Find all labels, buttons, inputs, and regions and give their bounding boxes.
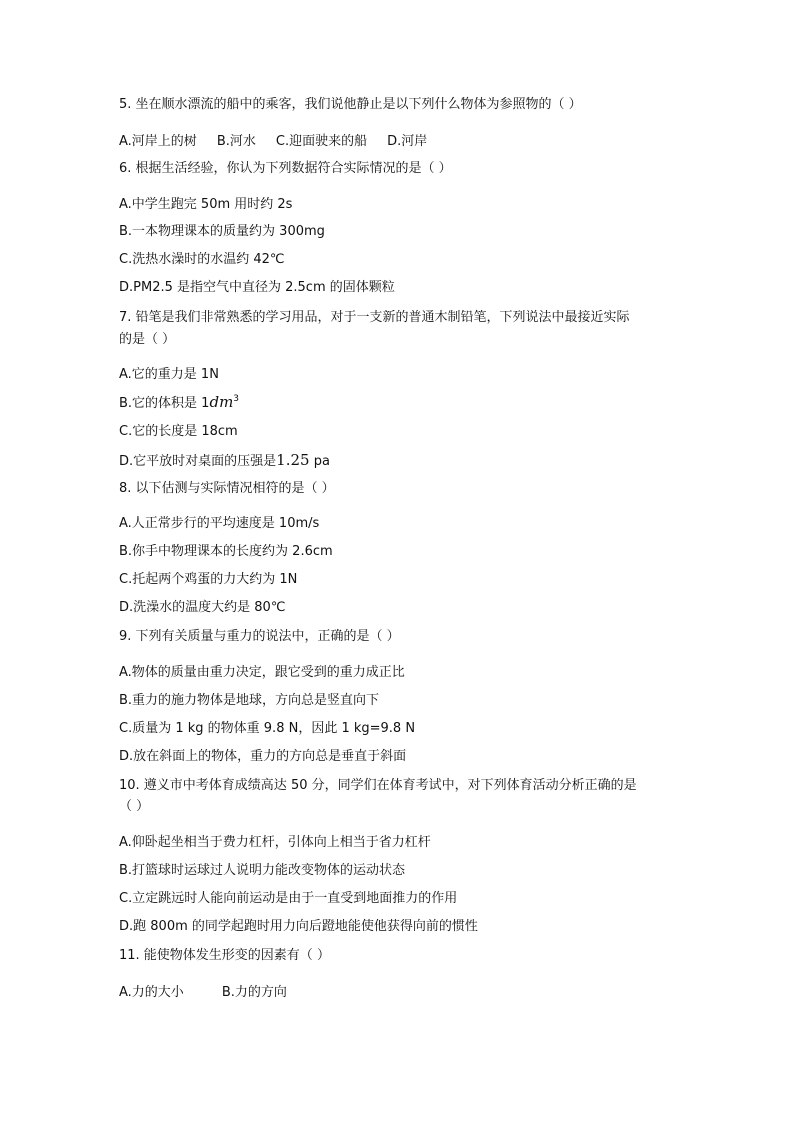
question-5-option-c: C.迎面驶来的船 — [275, 134, 368, 149]
question-11-stem: 11. 能使物体发生形变的因素有（ ） — [119, 948, 330, 963]
question-7-option-d-text: D.它平放时对桌面的压强是 — [119, 454, 277, 469]
question-7-option-b-exponent: 3 — [233, 394, 240, 404]
question-8-option-d: D.洗澡水的温度大约是 80℃ — [119, 600, 286, 615]
question-7-option-d-unit: pa — [309, 454, 330, 469]
question-9-option-a: A.物体的质量由重力决定，跟它受到的重力成正比 — [119, 665, 405, 680]
question-6-option-d: D.PM2.5 是指空气中直径为 2.5cm 的固体颗粒 — [119, 280, 395, 295]
question-5-option-a: A.河岸上的树 — [119, 134, 197, 149]
question-7-stem-line-2: 的是（ ） — [119, 332, 176, 347]
question-7-option-a: A.它的重力是 1N — [119, 367, 219, 382]
question-11-option-b: B.力的方向 — [221, 985, 287, 1000]
question-8-stem: 8. 以下估测与实际情况相符的是（ ） — [119, 481, 335, 496]
question-8-option-b: B.你手中物理课本的长度约为 2.6cm — [119, 544, 333, 559]
question-7-option-d-value: 1.25 — [276, 451, 310, 469]
question-5-option-d: D.河岸 — [387, 134, 428, 149]
question-10-option-c: C.立定跳远时人能向前运动是由于一直受到地面推力的作用 — [119, 891, 458, 906]
question-8-option-c: C.托起两个鸡蛋的力大约为 1N — [119, 572, 298, 587]
question-10-option-a: A.仰卧起坐相当于费力杠杆，引体向上相当于省力杠杆 — [119, 835, 431, 850]
question-7-stem-line-1: 7. 铅笔是我们非常熟悉的学习用品，对于一支新的普通木制铅笔，下列说法中最接近实际 — [119, 310, 630, 325]
question-7-option-b-unit: dm — [209, 393, 234, 411]
question-11-option-a: A.力的大小 — [119, 985, 184, 1000]
question-7-option-d — [119, 450, 679, 472]
question-5-options — [119, 132, 679, 152]
question-6-option-c: C.洗热水澡时的水温约 42℃ — [119, 252, 285, 267]
question-10-stem-line-1: 10. 遵义市中考体育成绩高达 50 分，同学们在体育考试中，对下列体育活动分析正确的是 — [119, 778, 637, 793]
question-6-stem: 6. 根据生活经验，你认为下列数据符合实际情况的是（ ） — [119, 161, 452, 176]
question-10-option-d: D.跑 800m 的同学起跑时用力向后蹬地能使他获得向前的惯性 — [119, 919, 478, 934]
question-8-option-a: A.人正常步行的平均速度是 10m/s — [119, 516, 320, 531]
question-11-options — [119, 983, 679, 1003]
question-9-option-b: B.重力的施力物体是地球，方向总是竖直向下 — [119, 693, 380, 708]
question-10-stem-line-2: （ ） — [119, 799, 150, 814]
question-7-option-b — [119, 392, 679, 414]
question-5-stem: 5. 坐在顺水漂流的船中的乘客，我们说他静止是以下列什么物体为参照物的（ ） — [119, 97, 582, 112]
question-7-option-c: C.它的长度是 18cm — [119, 424, 238, 439]
question-6-option-b: B.一本物理课本的质量约为 300mg — [119, 224, 325, 239]
question-10-option-b: B.打篮球时运球过人说明力能改变物体的运动状态 — [119, 863, 406, 878]
question-9-stem: 9. 下列有关质量与重力的说法中，正确的是（ ） — [119, 629, 400, 644]
question-6-option-a: A.中学生跑完 50m 用时约 2s — [119, 197, 293, 212]
question-7-option-b-text: B.它的体积是 1 — [119, 396, 210, 411]
question-9-option-c: C.质量为 1 kg 的物体重 9.8 N，因此 1 kg=9.8 N — [119, 721, 416, 736]
question-5-option-b: B.河水 — [216, 134, 256, 149]
question-9-option-d: D.放在斜面上的物体，重力的方向总是垂直于斜面 — [119, 749, 407, 764]
